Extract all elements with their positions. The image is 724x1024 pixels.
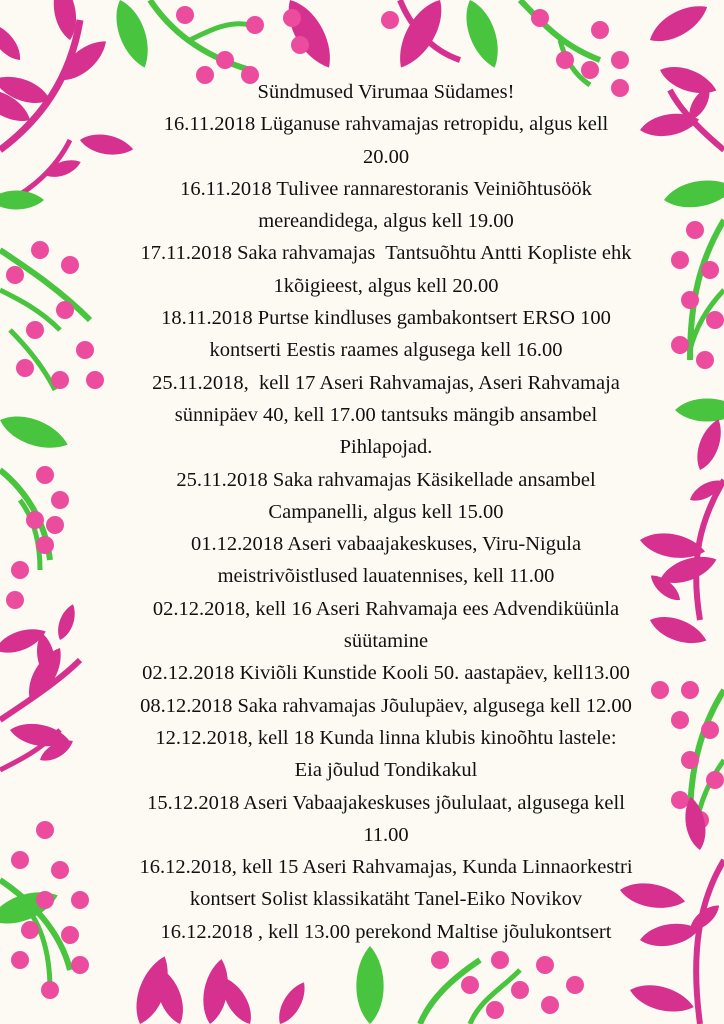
top-center-branch xyxy=(278,0,460,74)
left-middle-branch xyxy=(0,408,72,609)
event-line: meistrivõistlused lauatennises, kell 11.00 xyxy=(217,565,555,588)
right-upper-branch xyxy=(671,220,724,422)
left-lower-branch xyxy=(0,602,80,770)
event-line: Campanelli, algus kell 15.00 xyxy=(268,500,504,523)
event-line: 02.12.2018 Kiviõli Kunstide Kooli 50. aastapäev, kell13.00 xyxy=(142,662,630,685)
event-line: mereandidega, algus kell 19.00 xyxy=(258,210,514,233)
event-line: 25.11.2018, kell 17 Aseri Rahvamajas, Aseri Rahvamaja xyxy=(152,371,620,394)
left-green-branch xyxy=(0,191,104,390)
event-line: 17.11.2018 Saka rahvamajas Tantsuõhtu Antti Kopliste ehk xyxy=(140,242,632,265)
top-green-branch xyxy=(108,0,264,84)
event-line: 12.12.2018, kell 18 Kunda linna klubis kinoõhtu lastele: xyxy=(155,726,617,749)
event-line: 18.11.2018 Purtse kindluses gambakontsert ERSO 100 xyxy=(161,307,611,330)
event-line: 16.11.2018 Tulivee rannarestoranis Veiniõhtusöök xyxy=(180,177,592,200)
event-line: 16.12.2018, kell 15 Aseri Rahvamajas, Kunda Linnaorkestri xyxy=(139,856,633,879)
event-line: 20.00 xyxy=(362,145,410,168)
event-line: süütamine xyxy=(343,630,429,653)
event-line: 11.00 xyxy=(363,823,409,846)
bottom-left-branch xyxy=(0,821,89,999)
bottom-center-branches xyxy=(128,946,584,1024)
event-line: 1kõigieest, algus kell 20.00 xyxy=(273,274,499,297)
event-line: 15.12.2018 Aseri Vabaajakeskuses jõululaat, algusega kell xyxy=(147,791,625,814)
event-line: Pihlapojad. xyxy=(339,436,433,459)
page-title: Sündmused Virumaa Südames! xyxy=(257,81,515,103)
event-line: kontsert Solist klassikatäht Tanel-Eiko Novikov xyxy=(189,888,583,911)
event-line: 16.11.2018 Lüganuse rahvamajas retropidu, algus kell xyxy=(163,113,609,136)
event-line: Eia jõulud Tondikakul xyxy=(294,759,478,782)
event-line: kontserti Eestis raames algusega kell 16.00 xyxy=(209,339,563,362)
event-line: sünnipäev 40, kell 17.00 tantsuks mängib ansambel xyxy=(174,403,598,426)
event-line: 02.12.2018, kell 16 Aseri Rahvamaja ees Advendiküünla xyxy=(152,597,620,620)
event-line: 16.12.2018 , kell 13.00 perekond Maltise jõulukontsert xyxy=(160,920,612,943)
events-list xyxy=(96,76,676,948)
event-line: 01.12.2018 Aseri vabaajakeskuses, Viru-Nigula xyxy=(190,533,582,556)
event-line: 08.12.2018 Saka rahvamajas Jõulupäev, algusega kell 12.00 xyxy=(140,694,632,717)
event-line: 25.11.2018 Saka rahvamajas Käsikellade ansambel xyxy=(176,468,596,491)
